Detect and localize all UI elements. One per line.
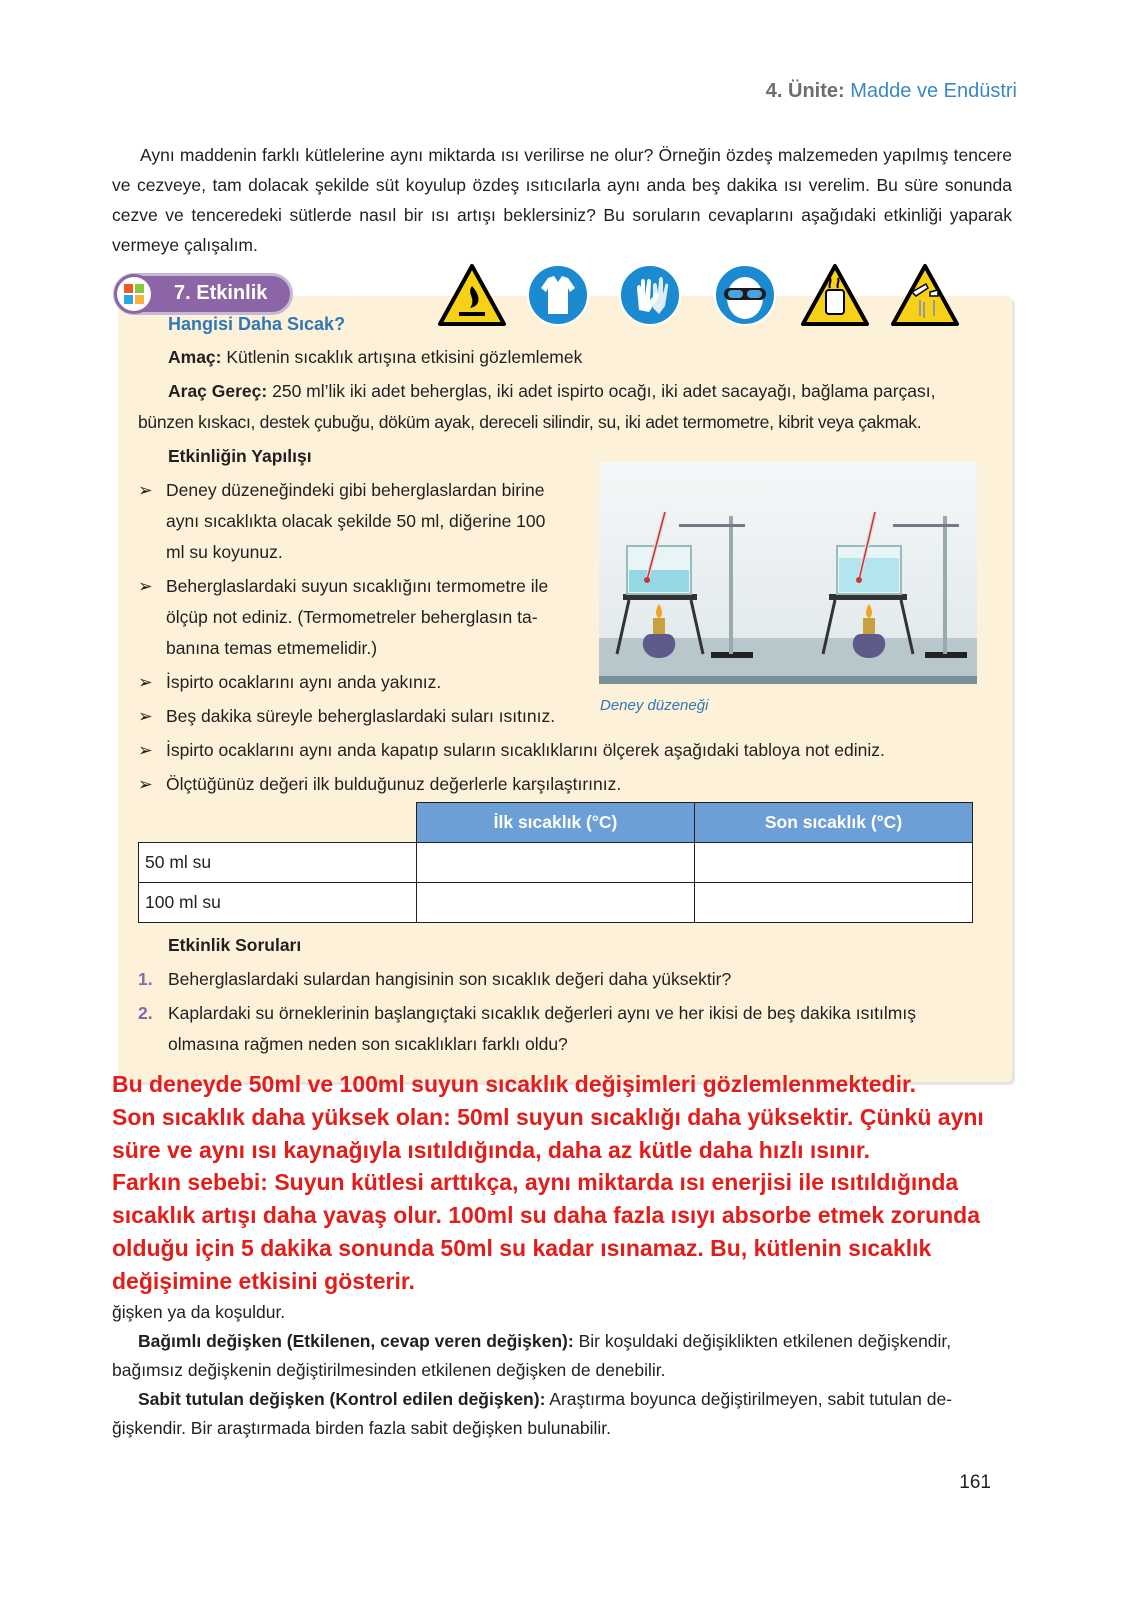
- question-2-line-2: olmasına rağmen neden son sıcaklıkları farklı oldu?: [168, 1034, 568, 1054]
- temperature-table: [138, 802, 973, 923]
- question-1-text: Beherglaslardaki sulardan hangisinin son sıcaklık değeri daha yüksektir?: [168, 969, 732, 989]
- materials-line-1: [168, 376, 936, 406]
- dependent-variable-line-2: bağımsız değişkenin değiştirilmesinden etkilenen değişken de denebilir.: [112, 1360, 666, 1380]
- table-row-label: 100 ml su: [139, 883, 417, 923]
- answer-line: Bu deneyde 50ml ve 100ml suyun sıcaklık değişimleri gözlemlenmektedir.: [112, 1071, 917, 1097]
- hot-surface-warning-icon: [800, 262, 870, 328]
- questions-title: [168, 930, 301, 960]
- arrow-bullet-icon: ➢: [138, 576, 153, 596]
- arrow-bullet-icon: ➢: [138, 740, 153, 760]
- constant-variable-label: Sabit tutulan değişken (Kontrol edilen değişken):: [138, 1389, 546, 1409]
- table-cell-final-50[interactable]: [695, 843, 973, 883]
- dependent-variable-line-1: [112, 1327, 1012, 1356]
- step-1-line-2: aynı sıcaklıkta olacak şekilde 50 ml, diğerine 100: [166, 511, 546, 531]
- step-5-text: İspirto ocaklarını aynı anda kapatıp suların sıcaklıklarını ölçerek aşağıdaki tabloya not ediniz.: [166, 740, 885, 760]
- answer-line: değişimine etkisini gösterir.: [112, 1267, 415, 1294]
- activity-badge-label: 7. Etkinlik: [174, 282, 268, 304]
- step-2-line-2: ölçüp not ediniz. (Termometreler beherglasın ta-: [166, 607, 538, 627]
- activity-badge: [113, 273, 293, 315]
- safety-goggles-icon: [710, 262, 780, 328]
- table-row: [139, 883, 973, 923]
- lab-coat-icon: [523, 262, 593, 328]
- definition-fragment: ğişken ya da koşuldur.: [112, 1302, 286, 1322]
- dependent-variable-text-1: Bir koşuldaki değişiklikten etkilenen değişkendir,: [573, 1331, 952, 1351]
- aim-text: Kütlenin sıcaklık artışına etkisini gözlemlemek: [226, 347, 583, 367]
- corrosive-warning-icon: [890, 262, 960, 328]
- procedure-title: [168, 441, 312, 471]
- arrow-bullet-icon: ➢: [138, 774, 153, 794]
- step-2-line-1: Beherglaslardaki suyun sıcaklığını termometre ile: [166, 576, 549, 596]
- materials-label: Araç Gereç:: [168, 381, 268, 401]
- arrow-bullet-icon: ➢: [138, 672, 153, 692]
- table-row: [139, 843, 973, 883]
- constant-variable-line-2: ğişkendir. Bir araştırmada birden fazla sabit değişken bulunabilir.: [112, 1418, 612, 1438]
- question-2-line-1: Kaplardaki su örneklerinin başlangıçtaki sıcaklık değerleri aynı ve her ikisi de beş dakika ısıtılmış: [168, 1003, 916, 1023]
- arrow-bullet-icon: ➢: [138, 480, 153, 500]
- constant-variable-line-1: [112, 1385, 1012, 1414]
- activity-title: Hangisi Daha Sıcak?: [168, 314, 346, 334]
- unit-title: Madde ve Endüstri: [850, 80, 1017, 102]
- table-cell-initial-50[interactable]: [417, 843, 695, 883]
- constant-variable-text-1: Araştırma boyunca değiştirilmeyen, sabit tutulan de-: [545, 1389, 952, 1409]
- table-header-row: [139, 803, 973, 843]
- aim-line: [168, 342, 582, 372]
- table-cell-final-100[interactable]: [695, 883, 973, 923]
- unit-label: 4. Ünite:: [765, 80, 845, 102]
- figure-caption: Deney düzeneği: [600, 697, 709, 714]
- step-6-text: Ölçtüğünüz değeri ilk bulduğunuz değerlerle karşılaştırınız.: [166, 774, 622, 794]
- table-row-label: 50 ml su: [139, 843, 417, 883]
- experiment-setup-figure: [599, 462, 977, 684]
- question-2-number: 2.: [138, 1003, 153, 1023]
- answer-line: Farkın sebebi: Suyun kütlesi arttıkça, aynı miktarda ısı enerjisi ile ısıtıldığında: [112, 1169, 959, 1196]
- answer-overlay: [112, 1068, 1072, 1298]
- dependent-variable-label: Bağımlı değişken (Etkilenen, cevap veren değişken):: [138, 1331, 574, 1351]
- arrow-bullet-icon: ➢: [138, 706, 153, 726]
- page-number: 161: [959, 1472, 991, 1493]
- table-cell-initial-100[interactable]: [417, 883, 695, 923]
- step-3-text: İspirto ocaklarını aynı anda yakınız.: [166, 672, 442, 692]
- aim-label: Amaç:: [168, 347, 222, 367]
- answer-line: Son sıcaklık daha yüksek olan: 50ml suyun sıcaklığı daha yüksektir. Çünkü aynı: [112, 1103, 984, 1130]
- unit-header: [766, 80, 1017, 103]
- procedure-title-text: Etkinliğin Yapılışı: [168, 446, 312, 466]
- answer-line: süre ve aynı ısı kaynağıyla ısıtıldığında, daha az kütle daha hızlı ısınır.: [112, 1136, 870, 1163]
- gloves-icon: [615, 262, 685, 328]
- materials-line-2: bünzen kıskacı, destek çubuğu, döküm ayak, dereceli silindir, su, iki adet termometre, kibrit veya çakmak.: [138, 412, 922, 432]
- table-header-final: Son sıcaklık (°C): [695, 803, 973, 843]
- answer-line: olduğu için 5 dakika sonunda 50ml su kadar ısınamaz. Bu, kütlenin sıcaklık: [112, 1234, 932, 1261]
- materials-text-1: 250 ml’lik iki adet beherglas, iki adet ispirto ocağı, iki adet sacayağı, bağlama parçası,: [272, 381, 936, 401]
- flammable-warning-icon: [437, 262, 507, 328]
- question-1-number: 1.: [138, 969, 153, 989]
- answer-line: sıcaklık artışı daha yavaş olur. 100ml su daha fazla ısıyı absorbe etmek zorunda: [112, 1202, 981, 1229]
- step-1-line-3: ml su koyunuz.: [166, 542, 283, 562]
- step-2-line-3: banına temas etmemelidir.): [166, 638, 378, 658]
- questions-title-text: Etkinlik Soruları: [168, 935, 302, 955]
- step-4-text: Beş dakika süreyle beherglaslardaki suları ısıtınız.: [166, 706, 556, 726]
- activity-logo-icon: [114, 274, 154, 314]
- table-header-initial: İlk sıcaklık (°C): [417, 803, 695, 843]
- table-corner: [139, 803, 417, 843]
- intro-paragraph: Aynı maddenin farklı kütlelerine aynı miktarda ısı verilirse ne olur? Örneğin özdeş malzemeden yapılmış tencere ve cezveye, tam dolacak şekilde süt koyulup özdeş ısıtıcılarla aynı anda beş dakika ısı verelim. Bu süre sonunda cezve ve tenceredeki sütlerde nasıl bir ısı artışı beklersiniz? Bu soruların cevaplarını aşağıdaki etkinliği yaparak vermeye çalışalım.: [112, 145, 1012, 255]
- step-1-line-1: Deney düzeneğindeki gibi beherglaslardan birine: [166, 480, 545, 500]
